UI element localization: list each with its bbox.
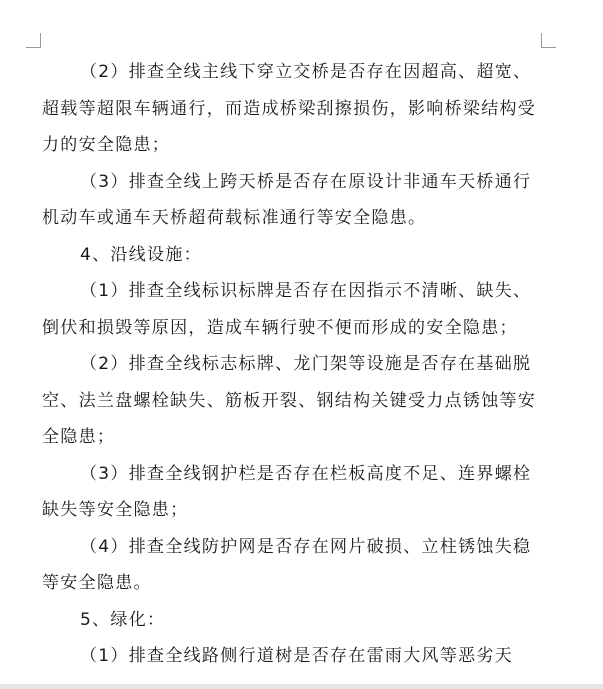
paragraph-item-1-signage: （1）排查全线标识标牌是否存在因指示不清晰、缺失、倒伏和损毁等原因，造成车辆行驶不便而形成的安全隐患； [42, 281, 532, 338]
paragraph-item-2-underpass-bridge: （2）排查全线主线下穿立交桥是否存在因超高、超宽、超载等超限车辆通行，而造成桥梁刮擦损伤，影响桥梁结构受力的安全隐患； [42, 62, 537, 155]
paragraph-item-3-overpass: （3）排查全线上跨天桥是否存在原设计非通车天桥通行机动车或通车天桥超荷载标准通行等安全隐患。 [42, 171, 532, 228]
document-body[interactable] [42, 54, 546, 675]
section-heading-roadside-facilities: 4、沿线设施： [80, 244, 202, 265]
paragraph-item-1-roadside-trees: （1）排查全线路侧行道树是否存在雷雨大风等恶劣天 [80, 646, 514, 666]
section-heading-greening: 5、绿化： [80, 609, 166, 630]
paragraph-item-4-fence: （4）排查全线防护网是否存在网片破损、立柱锈蚀失稳等安全隐患。 [42, 536, 532, 593]
paragraph-item-3-guardrail: （3）排查全线钢护栏是否存在栏板高度不足、连界螺栓缺失等安全隐患； [42, 463, 532, 520]
margin-corner-mark-top-right [541, 33, 556, 48]
paragraph-item-2-gantry: （2）排查全线标志标牌、龙门架等设施是否存在基础脱空、法兰盘螺栓缺失、筋板开裂、钢结构关键受力点锈蚀等安全隐患； [42, 354, 537, 447]
bottom-scroll-edge [0, 684, 603, 689]
margin-corner-mark-top-left [26, 33, 41, 48]
